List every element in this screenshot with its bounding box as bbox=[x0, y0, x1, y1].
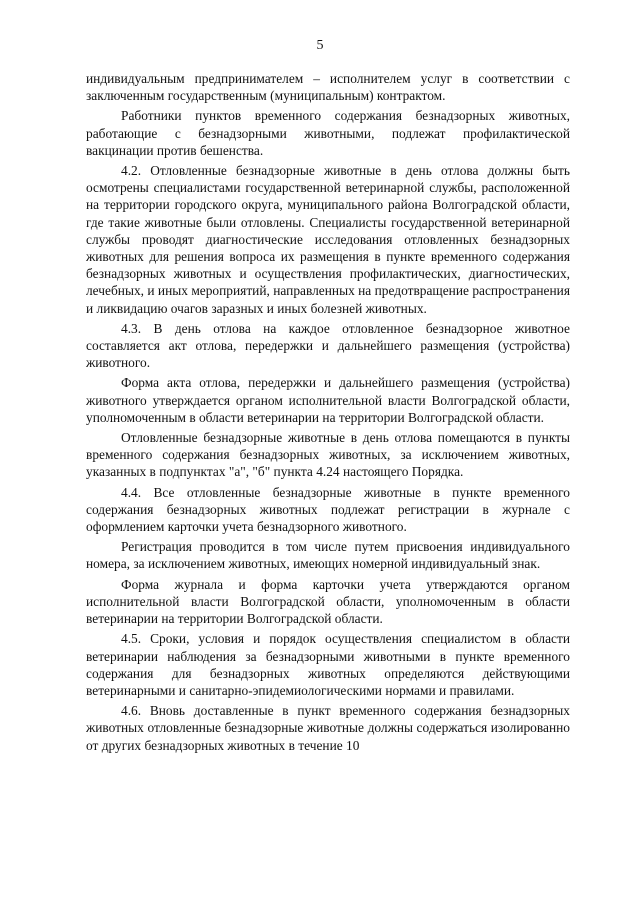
paragraph: индивидуальным предпринимателем – исполнителем услуг в соответствии с заключенным государственным (муниципальным) контрактом. bbox=[86, 71, 570, 104]
paragraph: Работники пунктов временного содержания безнадзорных животных, работающие с безнадзорными животными, подлежат профилактической вакцинации против бешенства. bbox=[86, 108, 570, 158]
paragraph: Отловленные безнадзорные животные в день отлова помещаются в пункты временного содержания безнадзорных животных, за исключением животных, указанных в подпунктах "а", "б" пункта 4.24 настоящего Порядка. bbox=[86, 430, 570, 480]
paragraph: 4.3. В день отлова на каждое отловленное безнадзорное животное составляется акт отлова, передержки и дальнейшего размещения (устройства) животного. bbox=[86, 320, 570, 371]
page-number: 5 bbox=[316, 38, 324, 53]
paragraph: 4.4. Все отловленные безнадзорные животные в пункте временного содержания безнадзорных животных подлежат регистрации в журнале с оформлением карточки учета безнадзорного животного. bbox=[86, 484, 570, 535]
paragraph: Форма акта отлова, передержки и дальнейшего размещения (устройства) животного утверждается органом исполнительной власти Волгоградской области, уполномоченным в области ветеринарии на территории Волгоградской области. bbox=[86, 375, 570, 425]
document-body bbox=[86, 70, 570, 757]
paragraph: 4.2. Отловленные безнадзорные животные в день отлова должны быть осмотрены специалистами государственной ветеринарной службы, расположенной на территории городского округа, муниципального района Волгоградской области, где такие животные были отловлены. Специалисты государственной ветеринарной службы проводят диагностические исследования отловленных безнадзорных животных для решения вопроса их размещения в пункте временного содержания безнадзорных животных и осуществления профилактических, диагностических, лечебных, и иных мероприятий, направленных на предотвращение распространения и ликвидацию очагов заразных и иных болезней животных. bbox=[86, 163, 570, 316]
paragraph: 4.6. Вновь доставленные в пункт временного содержания безнадзорных животных отловленные безнадзорные животные должны содержаться изолированно от других безнадзорных животных в течение 10 bbox=[86, 703, 570, 753]
paragraph: 4.5. Сроки, условия и порядок осуществления специалистом в области ветеринарии наблюдения за безнадзорными животными в пункте временного содержания для безнадзорных животных определяются действующими ветеринарными и санитарно-эпидемиологическими нормами и правилами. bbox=[86, 631, 570, 698]
paragraph: Форма журнала и форма карточки учета утверждаются органом исполнительной власти Волгоградской области, уполномоченным в области ветеринарии на территории Волгоградской области. bbox=[86, 576, 570, 627]
paragraph: Регистрация проводится в том числе путем присвоения индивидуального номера, за исключением животных, имеющих номерной индивидуальный знак. bbox=[86, 539, 570, 572]
